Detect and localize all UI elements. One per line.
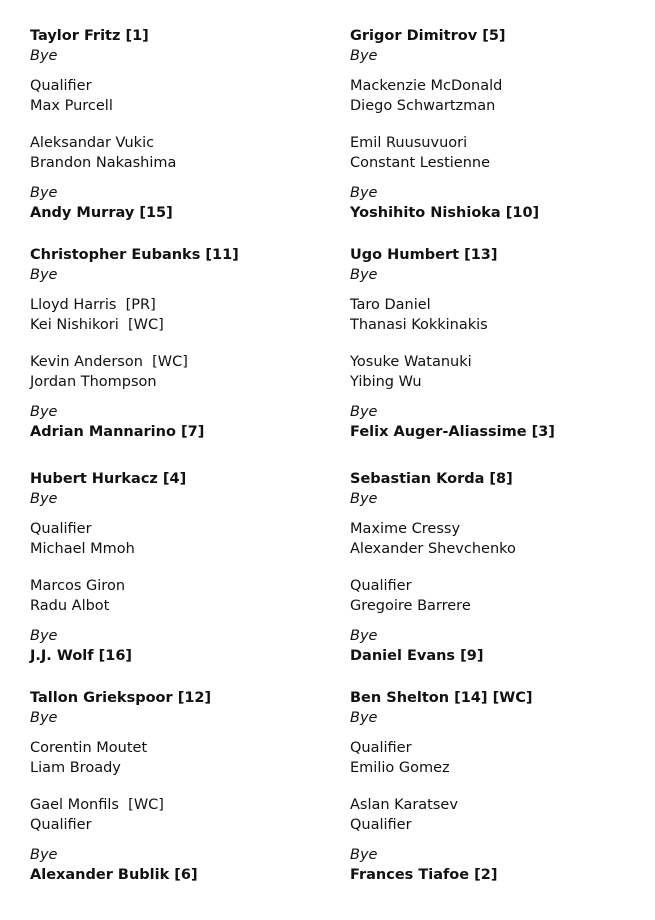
- player-entry: Qualifier: [350, 740, 412, 756]
- player-entry: Diego Schwartzman: [350, 98, 496, 114]
- player-entry: Constant Lestienne: [350, 155, 491, 171]
- seeded-player: Ben Shelton [14] [WC]: [350, 690, 533, 706]
- player-entry: Qualifier: [350, 578, 412, 594]
- player-entry: Yosuke Watanuki: [350, 354, 472, 370]
- player-entry: Liam Broady: [30, 760, 121, 776]
- bye-entry: Bye: [30, 710, 58, 726]
- bye-entry: Bye: [350, 185, 378, 201]
- player-entry: Maxime Cressy: [350, 521, 461, 537]
- seeded-player: Tallon Griekspoor [12]: [30, 690, 212, 706]
- bye-entry: Bye: [30, 185, 58, 201]
- bye-entry: Bye: [30, 491, 58, 507]
- bye-entry: Bye: [350, 710, 378, 726]
- bye-entry: Bye: [30, 847, 58, 863]
- player-entry: Brandon Nakashima: [30, 155, 177, 171]
- seeded-player: Grigor Dimitrov [5]: [350, 28, 506, 44]
- player-entry: Lloyd Harris [PR]: [30, 297, 156, 313]
- player-entry: Mackenzie McDonald: [350, 78, 503, 94]
- player-entry: Aslan Karatsev: [350, 797, 458, 813]
- player-entry: Qualifier: [30, 817, 92, 833]
- seeded-player: Felix Auger-Aliassime [3]: [350, 424, 555, 440]
- player-entry: Emilio Gomez: [350, 760, 450, 776]
- bye-entry: Bye: [350, 491, 378, 507]
- player-entry: Thanasi Kokkinakis: [350, 317, 488, 333]
- seeded-player: Ugo Humbert [13]: [350, 247, 498, 263]
- player-entry: Emil Ruusuvuori: [350, 135, 468, 151]
- player-entry: Yibing Wu: [350, 374, 422, 390]
- player-entry: Gregoire Barrere: [350, 598, 471, 614]
- player-entry: Corentin Moutet: [30, 740, 148, 756]
- player-entry: Aleksandar Vukic: [30, 135, 155, 151]
- bye-entry: Bye: [30, 267, 58, 283]
- bye-entry: Bye: [30, 628, 58, 644]
- player-entry: Gael Monfils [WC]: [30, 797, 164, 813]
- player-entry: Taro Daniel: [350, 297, 431, 313]
- bye-entry: Bye: [350, 48, 378, 64]
- player-entry: Qualifier: [30, 521, 92, 537]
- seeded-player: Christopher Eubanks [11]: [30, 247, 239, 263]
- player-entry: Jordan Thompson: [30, 374, 157, 390]
- player-entry: Marcos Giron: [30, 578, 126, 594]
- player-entry: Michael Mmoh: [30, 541, 135, 557]
- player-entry: Alexander Shevchenko: [350, 541, 516, 557]
- player-entry: Qualifier: [30, 78, 92, 94]
- player-entry: Radu Albot: [30, 598, 110, 614]
- seeded-player: J.J. Wolf [16]: [30, 648, 133, 664]
- bye-entry: Bye: [350, 847, 378, 863]
- seeded-player: Frances Tiafoe [2]: [350, 867, 498, 883]
- seeded-player: Adrian Mannarino [7]: [30, 424, 205, 440]
- bye-entry: Bye: [30, 404, 58, 420]
- seeded-player: Sebastian Korda [8]: [350, 471, 513, 487]
- player-entry: Max Purcell: [30, 98, 113, 114]
- bye-entry: Bye: [350, 404, 378, 420]
- bye-entry: Bye: [350, 628, 378, 644]
- player-entry: Kei Nishikori [WC]: [30, 317, 164, 333]
- player-entry: Kevin Anderson [WC]: [30, 354, 188, 370]
- seeded-player: Yoshihito Nishioka [10]: [350, 205, 540, 221]
- seeded-player: Hubert Hurkacz [4]: [30, 471, 187, 487]
- bye-entry: Bye: [350, 267, 378, 283]
- player-entry: Qualifier: [350, 817, 412, 833]
- seeded-player: Alexander Bublik [6]: [30, 867, 198, 883]
- bye-entry: Bye: [30, 48, 58, 64]
- seeded-player: Andy Murray [15]: [30, 205, 173, 221]
- seeded-player: Daniel Evans [9]: [350, 648, 484, 664]
- seeded-player: Taylor Fritz [1]: [30, 28, 149, 44]
